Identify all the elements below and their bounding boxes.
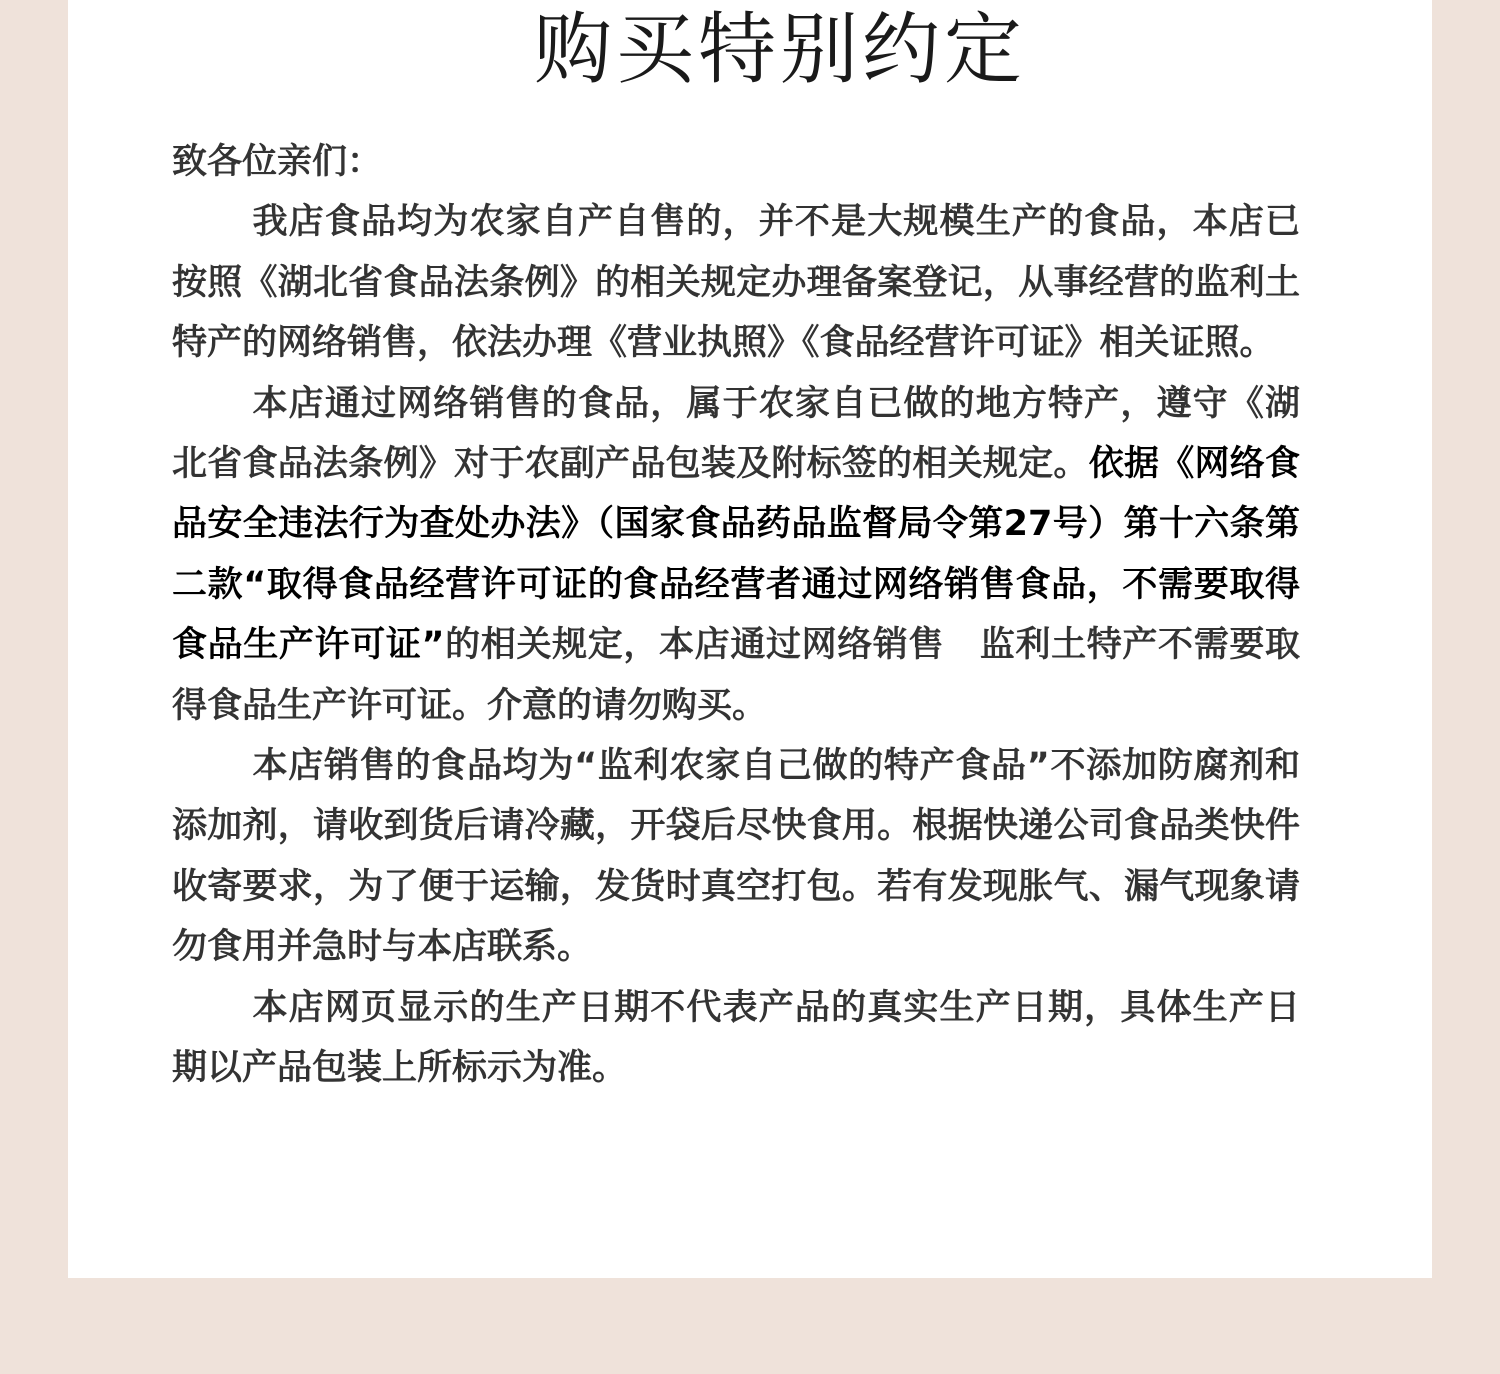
notice-greeting: 致各位亲们： (172, 142, 383, 182)
notice-paragraph-3: 本店销售的食品均为“监利农家自己做的特产食品”不添加防腐剂和添加剂，请收到货后请冷藏，开袋后尽快食用。根据快递公司食品类快件收寄要求，为了便于运输，发货时真空打包。若有发现胀气、漏气现象请勿食用并急时与本店联系。 (172, 746, 1300, 968)
notice-title: 购买特别约定 (533, 5, 1026, 95)
notice-paragraph-2-legal-basis: 依据《网络食品安全违法行为查处办法》（国家食品药品监督局令第27号）第十六条第二款“取得食品经营许可证的食品经营者通过网络销售食品，不需要取得食品生产许可证” (172, 444, 1300, 666)
notice-body (172, 132, 1300, 1099)
notice-paragraph-2-part-a: 本店通过网络销售的食品，属于农家自已做的地方特产，遵守《湖北省食品法条例》对于农副产品包装及附标签的相关规定。 (172, 383, 1300, 485)
notice-card (68, 0, 1432, 1278)
notice-paragraph-1: 我店食品均为农家自产自售的，并不是大规模生产的食品，本店已按照《湖北省食品法条例》的相关规定办理备案登记，从事经营的监利土特产的网络销售，依法办理《营业执照》《食品经营许可证》相关证照。 (172, 202, 1300, 364)
notice-paragraph-2-part-c: 的相关规定，本店通过网络销售 监利土特产不需要取得食品生产许可证。介意的请勿购买。 (172, 625, 1300, 726)
notice-paragraph-2 (172, 374, 1300, 736)
notice-paragraph-4: 本店网页显示的生产日期不代表产品的真实生产日期，具体生产日期以产品包装上所标示为准。 (172, 987, 1300, 1089)
